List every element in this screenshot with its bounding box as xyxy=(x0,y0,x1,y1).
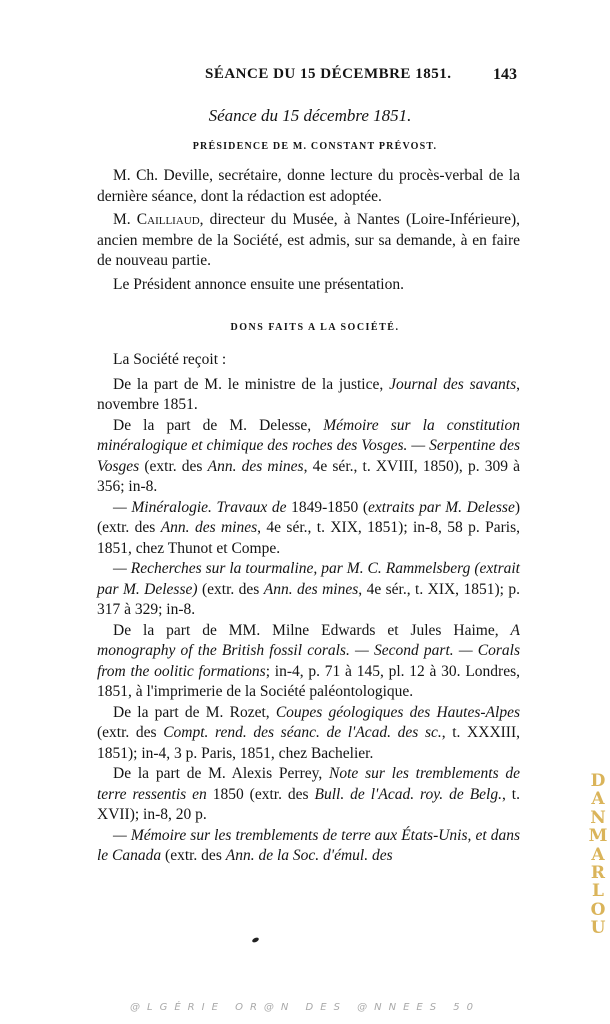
donation-entry: De la part de M. Alexis Perrey, Note sur les tremblements de terre ressentis en 1850 (extr. des Bull. de l'Acad. roy. de Belg., t. XVII); in-8, 20 p. xyxy=(97,765,521,823)
presidency-line: PRÉSIDENCE DE M. CONSTANT PRÉVOST. xyxy=(192,141,438,152)
intro-paragraph-3: Le Président annonce ensuite une présentation. xyxy=(113,275,404,293)
page-number: 143 xyxy=(493,66,517,83)
vertical-watermark: D A N M A R L O U xyxy=(588,771,608,939)
ink-mark xyxy=(251,937,259,944)
donation-entry: — Mémoire sur les tremblements de terre aux États-Unis, et dans le Canada (extr. des Ann. de la Soc. d'émul. des xyxy=(97,826,520,864)
member-name: Cailliaud xyxy=(136,211,200,228)
section-heading: DONS FAITS A LA SOCIÉTÉ. xyxy=(230,322,400,333)
donation-entry: — Recherches sur la tourmaline, par M. C. Rammelsberg (extrait par M. Delesse) (extr. des Ann. des mines, 4e sér., t. XIX, 1851); p. 317 à 329; in-8. xyxy=(97,560,520,618)
donations-block xyxy=(97,350,520,867)
running-title: SÉANCE DU 15 DÉCEMBRE 1851. xyxy=(205,66,452,82)
donations-lead: La Société reçoit : xyxy=(113,351,227,368)
donation-entry: De la part de M. le ministre de la justice, Journal des savants, novembre 1851. xyxy=(97,375,520,413)
donation-entry: De la part de M. Delesse, Mémoire sur la constitution minéralogique et chimique des roches des Vosges. — Serpentine des Vosges (extr. des Ann. des mines, 4e sér., t. XVIII, 1850), p. 309 à 356; in-8. xyxy=(97,416,520,495)
footer-watermark: @LGÉRIE OR@N DES @NNEES 50 xyxy=(130,1002,480,1013)
donation-entry: — Minéralogie. Travaux de 1849-1850 (extraits par M. Delesse) (extr. des Ann. des mines, 4e sér., t. XIX, 1851); in-8, 58 p. Paris, 1851, chez Thunot et Compe. xyxy=(97,498,521,557)
running-head xyxy=(0,66,610,88)
intro-paragraph-1: M. Ch. Deville, secrétaire, donne lecture du procès-verbal de la dernière séance, dont la rédaction est adoptée. xyxy=(97,167,520,205)
donation-entry: De la part de MM. Milne Edwards et Jules Haime, A monography of the British fossil corals. — Second part. — Corals from the oolitic formations; in-4, p. 71 à 145, pl. 12 à 30. Londres, 1851, à l'imprimerie de la Société paléontologique. xyxy=(97,621,520,700)
donation-entry: De la part de M. Rozet, Coupes géologiques des Hautes-Alpes (extr. des Compt. rend. des séanc. de l'Acad. des sc., t. XXXIII, 1851); in-4, 3 p. Paris, 1851, chez Bachelier. xyxy=(97,703,520,762)
intro-block xyxy=(97,166,520,295)
intro-paragraph-2: M. Cailliaud, directeur du Musée, à Nantes (Loire-Inférieure), ancien membre de la Société, est admis, sur sa demande, à en faire de nouveau partie. xyxy=(97,211,520,269)
session-title: Séance du 15 décembre 1851. xyxy=(208,106,412,125)
